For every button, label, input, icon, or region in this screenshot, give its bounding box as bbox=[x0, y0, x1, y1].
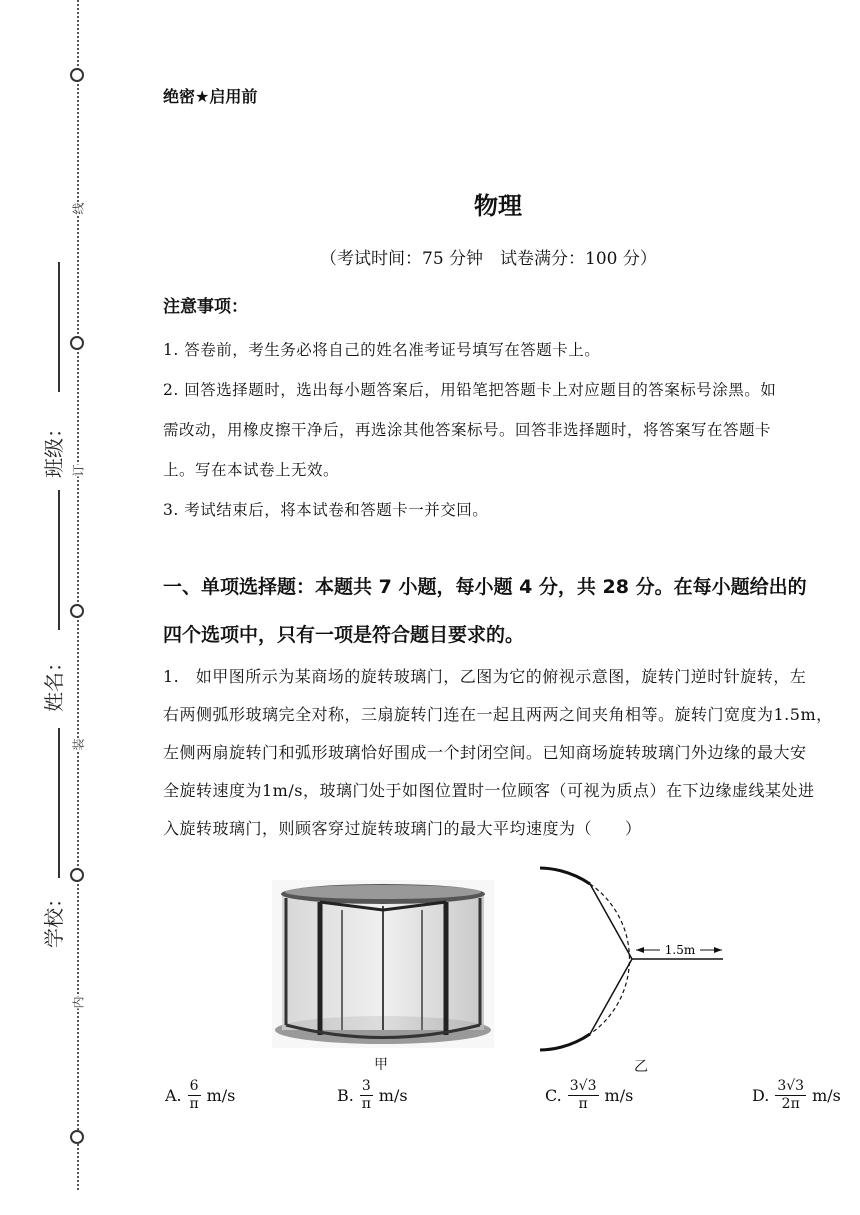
option-fraction bbox=[775, 1078, 806, 1113]
option-unit: m/s bbox=[812, 1086, 841, 1105]
section-heading-line2: 四个选项中，只有一项是符合题目要求的。 bbox=[163, 624, 525, 646]
option-letter: B. bbox=[337, 1086, 354, 1105]
seal-char-nei: 内 bbox=[71, 996, 86, 1009]
option-a[interactable] bbox=[165, 1078, 235, 1113]
notice-items bbox=[163, 330, 843, 530]
fraction-numerator: 3√3 bbox=[569, 1078, 597, 1094]
secret-label: 绝密★启用前 bbox=[163, 87, 258, 106]
binding-hole bbox=[70, 604, 84, 618]
notice-item: 上。写在本试卷上无效。 bbox=[163, 461, 340, 479]
option-letter: C. bbox=[545, 1086, 562, 1105]
option-unit: m/s bbox=[378, 1086, 408, 1105]
name-label: 姓名： bbox=[42, 652, 66, 712]
question-line: 入旋转玻璃门，则顾客穿过旋转玻璃门的最大平均速度为（ ） bbox=[163, 819, 642, 838]
option-d[interactable] bbox=[752, 1078, 841, 1113]
notice-item: 需改动，用橡皮擦干净后，再选涂其他答案标号。回答非选择题时，将答案写在答题卡 bbox=[163, 421, 772, 439]
notice-item: 1. 答卷前，考生务必将自己的姓名准考证号填写在答题卡上。 bbox=[163, 341, 601, 359]
notice-item: 3. 考试结束后，将本试卷和答题卡一并交回。 bbox=[163, 501, 489, 519]
binding-hole bbox=[70, 1130, 84, 1144]
figure-b-caption: 乙 bbox=[634, 1059, 648, 1075]
school-label: 学校： bbox=[42, 888, 66, 948]
seal-char-zhuang: 装 bbox=[71, 738, 86, 751]
option-unit: m/s bbox=[604, 1086, 634, 1105]
option-letter: A. bbox=[165, 1086, 182, 1105]
page-title: 物理 bbox=[474, 192, 522, 220]
class-label: 班级： bbox=[42, 418, 66, 478]
question-1-text bbox=[163, 658, 853, 848]
name-fill-line[interactable] bbox=[58, 490, 60, 630]
fraction-denominator: π bbox=[189, 1096, 199, 1112]
exam-info: （考试时间：75 分钟 试卷满分：100 分） bbox=[320, 249, 657, 269]
option-letter: D. bbox=[752, 1086, 770, 1105]
school-fill-line[interactable] bbox=[58, 728, 60, 878]
option-b[interactable] bbox=[337, 1078, 408, 1113]
option-c[interactable] bbox=[545, 1078, 633, 1113]
fraction-numerator: 3√3 bbox=[777, 1078, 805, 1094]
binding-hole bbox=[70, 68, 84, 82]
fraction-numerator: 6 bbox=[189, 1078, 199, 1094]
option-fraction bbox=[568, 1078, 599, 1113]
notice-item: 2. 回答选择题时，选出每小题答案后，用铅笔把答题卡上对应题目的答案标号涂黑。如 bbox=[163, 381, 777, 399]
fraction-numerator: 3 bbox=[361, 1078, 371, 1094]
binding-hole bbox=[70, 336, 84, 350]
figure-a-caption: 甲 bbox=[374, 1057, 388, 1073]
width-label: 1.5m bbox=[664, 943, 696, 957]
question-line: 左侧两扇旋转门和弧形玻璃恰好围成一个封闭空间。已知商场旋转玻璃门外边缘的最大安 bbox=[163, 743, 807, 762]
seal-char-ding: 订 bbox=[71, 464, 86, 477]
option-unit: m/s bbox=[206, 1086, 236, 1105]
binding-dotted-line bbox=[77, 0, 79, 1190]
revolving-door-photo bbox=[272, 880, 494, 1048]
question-line: 全旋转速度为1m/s，玻璃门处于如图位置时一位顾客（可视为质点）在下边缘虚线某处进 bbox=[163, 781, 815, 800]
binding-hole bbox=[70, 868, 84, 882]
top-view-diagram bbox=[540, 866, 732, 1056]
question-line: 右两侧弧形玻璃完全对称，三扇旋转门连在一起且两两之间夹角相等。旋转门宽度为1.5m， bbox=[163, 705, 833, 724]
fraction-denominator: π bbox=[578, 1096, 588, 1112]
option-fraction bbox=[360, 1078, 373, 1113]
section-heading-line1: 一、单项选择题：本题共 7 小题，每小题 4 分，共 28 分。在每小题给出的 bbox=[163, 576, 807, 598]
question-line: 1. 如甲图所示为某商场的旋转玻璃门，乙图为它的俯视示意图，旋转门逆时针旋转，左 bbox=[163, 667, 807, 686]
notice-heading: 注意事项： bbox=[163, 297, 248, 317]
class-fill-line[interactable] bbox=[58, 262, 60, 392]
option-fraction bbox=[188, 1078, 201, 1113]
fraction-denominator: π bbox=[361, 1096, 371, 1112]
fraction-denominator: 2π bbox=[781, 1096, 800, 1112]
seal-char-xian: 线 bbox=[71, 202, 86, 215]
